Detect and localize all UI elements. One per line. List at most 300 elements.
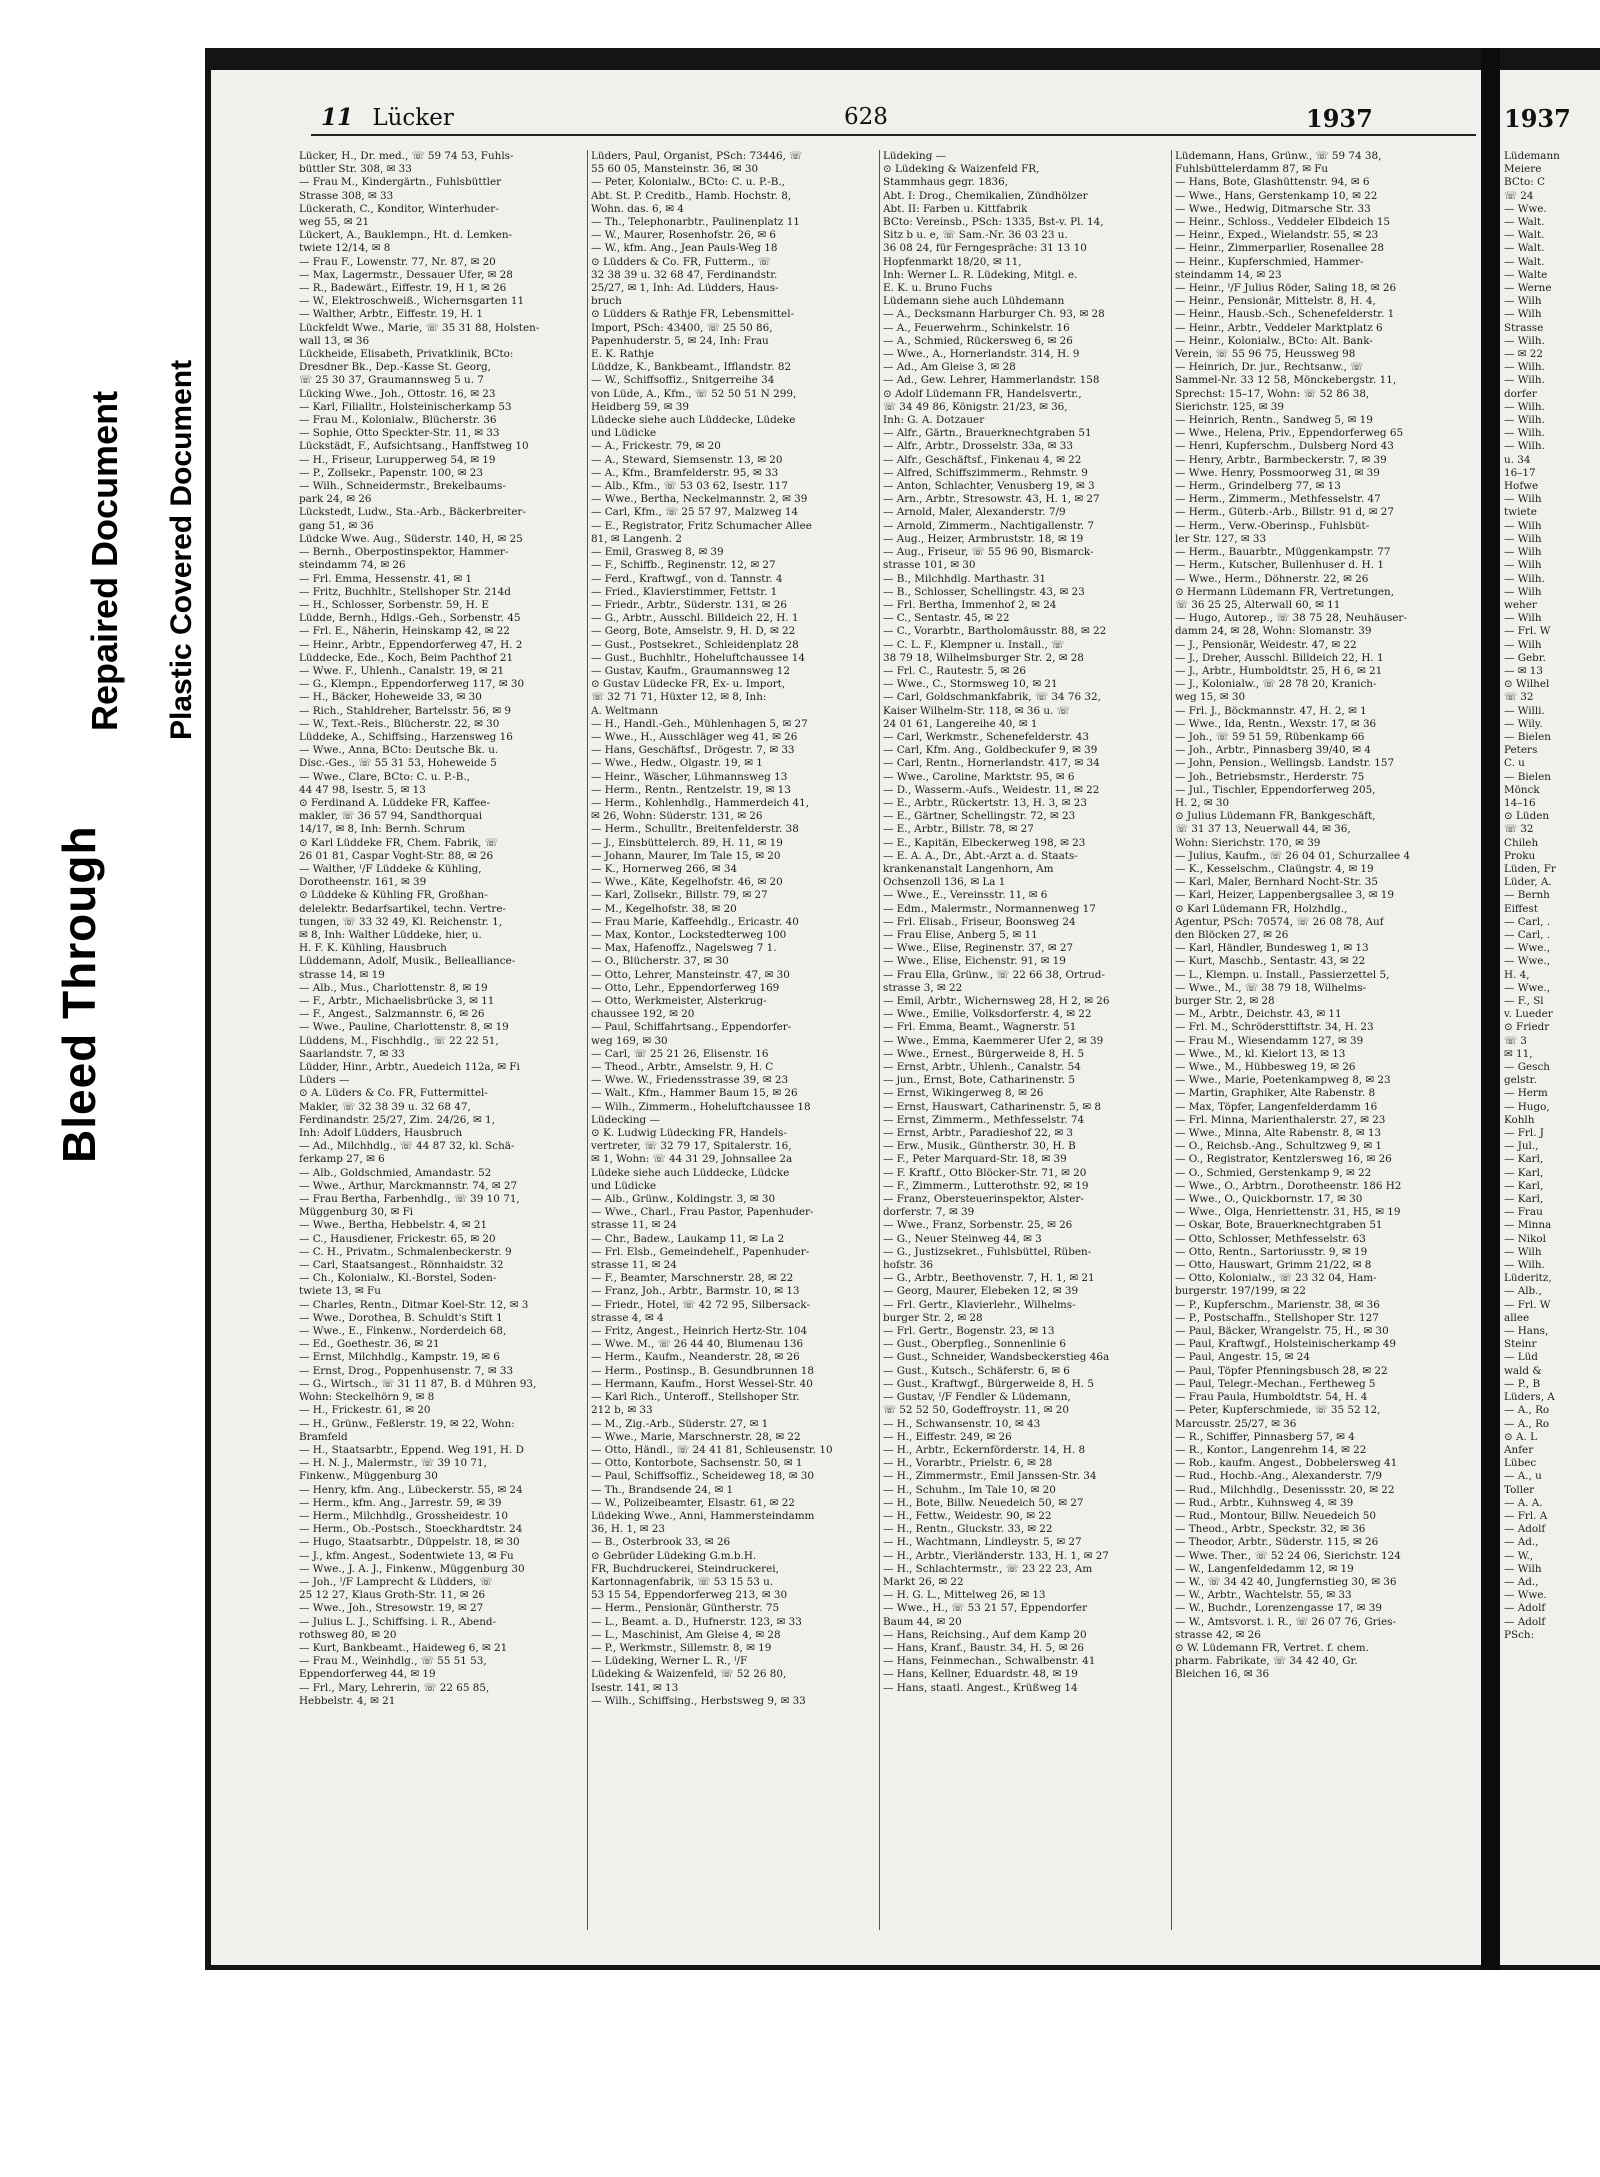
directory-entry-line: PSch: (1504, 1628, 1535, 1641)
directory-entry-line: — Gustav, ᴵ/F Fendler & Lüdemann, (883, 1391, 1071, 1404)
directory-entry-line: — R., Badewärt., Eiffestr. 19, H 1, ✉ 26 (299, 282, 507, 295)
directory-entry-line: — M., Kegelhofstr. 38, ✉ 20 (591, 902, 737, 915)
directory-entry-line: — E., Arbtr., Rückertstr. 13, H. 3, ✉ 23 (883, 796, 1088, 809)
directory-entry-line: — R., Schiffer, Pinnasberg 57, ✉ 4 (1175, 1430, 1355, 1443)
directory-entry-line: — Wwe., Caroline, Marktstr. 95, ✉ 6 (883, 770, 1075, 783)
directory-entry-line: — Karl, (1504, 1166, 1544, 1179)
directory-entry-line: 36 08 24, für Ferngespräche: 31 13 10 (883, 242, 1087, 255)
directory-entry-line: — Otto, Kolonialw., ☏ 23 32 04, Ham- (1175, 1272, 1377, 1285)
directory-entry-line: Lücker, H., Dr. med., ☏ 59 74 53, Fuhls- (299, 150, 514, 162)
directory-entry-line: Lüdeking — (883, 150, 947, 162)
directory-entry-line: Makler, ☏ 32 38 39 u. 32 68 47, (299, 1100, 471, 1113)
directory-entry-line: ☏ 36 25 25, Alterwall 60, ✉ 11 (1175, 598, 1341, 611)
directory-entry-line: strasse 101, ✉ 30 (883, 559, 976, 572)
directory-entry-line: — Alb., Goldschmied, Amandastr. 52 (299, 1166, 492, 1179)
directory-column-2 (591, 150, 874, 1930)
directory-entry-line: — Frau M., Wiesendamm 127, ✉ 39 (1175, 1034, 1364, 1047)
directory-entry-line: — H. G. L., Mittelweg 26, ✉ 13 (883, 1589, 1046, 1602)
directory-entry-line: — Wilh., Zimmerm., Hoheluftchaussee 18 (591, 1100, 811, 1113)
directory-entry-line: — W., (1504, 1549, 1534, 1562)
directory-column-1 (299, 150, 582, 1930)
directory-entry-line: — Hans, Geschäftsf., Drögestr. 7, ✉ 33 (591, 744, 795, 757)
directory-entry-line: — Frl. M., Schrödersttiftstr. 34, H. 23 (1175, 1021, 1374, 1034)
directory-entry-line: — Fritz, Angest., Heinrich Hertz-Str. 104 (591, 1325, 808, 1338)
directory-entry-line: Markt 26, ✉ 22 (883, 1575, 964, 1588)
directory-entry-line: — Hans, staatl. Angest., Krüßweg 14 (883, 1681, 1078, 1694)
directory-entry-line: H. 4, (1504, 968, 1530, 981)
directory-entry-line: — Frl. Emma, Beamt., Wagnerstr. 51 (883, 1021, 1077, 1034)
directory-entry-line: — Wilh., Schneidermstr., Brekelbaums- (299, 480, 506, 493)
directory-entry-line: 53 15 54, Eppendorferweg 213, ✉ 30 (591, 1589, 788, 1602)
directory-entry-line: 14/17, ✉ 8, Inh: Bernh. Schrum (299, 823, 465, 836)
directory-entry-line: — W., Langenfeldedamm 12, ✉ 19 (1175, 1562, 1354, 1575)
directory-entry-line: — Martin, Graphiker, Alte Rabenstr. 8 (1175, 1087, 1376, 1100)
directory-entry-line: Lücking Wwe., Joh., Ottostr. 16, ✉ 23 (299, 387, 496, 400)
directory-entry-line: ☏ 32 (1504, 691, 1534, 704)
directory-entry-line: büttler Str. 308, ✉ 33 (299, 163, 412, 176)
directory-entry-line: strasse 11, ✉ 24 (591, 1219, 677, 1232)
directory-entry-line: — Heinr., Exped., Wielandstr. 55, ✉ 23 (1175, 229, 1379, 242)
directory-entry-line: — Erw., Musik., Güntherstr. 30, H. B (883, 1140, 1076, 1153)
directory-entry-line: — Wwe., Ida, Rentn., Wexstr. 17, ✉ 36 (1175, 717, 1377, 730)
directory-entry-line: — Peter, Kolonialw., BCto: C. u. P.-B., (591, 176, 785, 189)
directory-entry-line: — Frl., Mary, Lehrerin, ☏ 22 65 85, (299, 1681, 490, 1694)
directory-entry-line: — Max, Kontor., Lockstedterweg 100 (591, 928, 787, 941)
directory-column-5 (1504, 150, 1600, 1930)
directory-entry-line: — John, Pension., Wellingsb. Landstr. 157 (1175, 757, 1395, 770)
directory-entry-line: Stammhaus gegr. 1836, (883, 176, 1009, 189)
page-year: 1937 (1306, 104, 1373, 133)
next-page-year: 1937 (1504, 104, 1571, 133)
directory-entry-line: — Frl. C., Rautestr. 5, ✉ 26 (883, 664, 1026, 677)
directory-entry-line: Import, PSch: 43400, ☏ 25 50 86, (591, 321, 773, 334)
directory-entry-line: — Wwe., H., Ausschläger weg 41, ✉ 26 (591, 730, 798, 743)
directory-entry-line: — H., Fettw., Weidestr. 90, ✉ 22 (883, 1509, 1052, 1522)
directory-entry-line: ✉ 26, Wohn: Süderstr. 131, ✉ 26 (591, 810, 763, 823)
directory-entry-line: — Paul, Angestr. 15, ✉ 24 (1175, 1351, 1311, 1364)
directory-entry-line: — Wily. (1504, 717, 1543, 730)
directory-entry-line: — Heinr., Zimmerparlier, Rosenallee 28 (1175, 242, 1384, 255)
directory-entry-line: Chileh (1504, 836, 1539, 849)
directory-entry-line: — Jul., (1504, 1140, 1539, 1153)
directory-entry-line: — Hugo, (1504, 1100, 1550, 1113)
directory-entry-line: — Wwe., E., Finkenw., Norderdeich 68, (299, 1325, 507, 1338)
directory-entry-line: — Karl, Maler, Bernhard Nocht-Str. 35 (1175, 876, 1379, 889)
directory-entry-line: — G., Neuer Steinweg 44, ✉ 3 (883, 1232, 1042, 1245)
directory-entry-line: — Frl. E., Näherin, Heinskamp 42, ✉ 22 (299, 625, 510, 638)
directory-entry-line: — P., Kupferschm., Marienstr. 38, ✉ 36 (1175, 1298, 1380, 1311)
directory-entry-line: — Julius L. J., Schiffsing. i. R., Abend- (299, 1615, 497, 1628)
directory-entry-line: — Ernst, Wikingerweg 8, ✉ 26 (883, 1087, 1044, 1100)
directory-entry-line: — G., Justizsekret., Fuhlsbüttel, Rüben- (883, 1245, 1092, 1258)
directory-entry-line: — Paul, Bäcker, Wrangelstr. 75, H., ✉ 30 (1175, 1325, 1389, 1338)
directory-entry-line: ⊙ A. L (1504, 1430, 1538, 1443)
directory-entry-line: — P., Werkmstr., Sillemstr. 8, ✉ 19 (591, 1641, 772, 1654)
directory-entry-line: — Henry, kfm. Ang., Lübeckerstr. 55, ✉ 24 (299, 1483, 523, 1496)
directory-entry-line: — Alb., Kfm., ☏ 53 03 62, Isestr. 117 (591, 480, 788, 493)
directory-entry-line: delelektr. Bedarfsartikel, techn. Vertre- (299, 902, 507, 915)
directory-entry-line: — Walt., Kfm., Hammer Baum 15, ✉ 26 (591, 1087, 798, 1100)
directory-entry-line: Verein, ☏ 55 96 75, Heussweg 98 (1175, 348, 1356, 361)
directory-entry-line: — H., Bote, Billw. Neuedeich 50, ✉ 27 (883, 1496, 1084, 1509)
directory-entry-line: — Wwe., Hans, Gerstenkamp 10, ✉ 22 (1175, 189, 1378, 202)
directory-entry-line: u. 34 (1504, 453, 1531, 466)
directory-entry-line: — Alfr., Arbtr., Drosselstr. 33a, ✉ 33 (883, 440, 1074, 453)
directory-entry-line: — ✉ 13 (1504, 664, 1543, 677)
directory-entry-line: — Frau Ella, Grünw., ☏ 22 66 38, Ortrud- (883, 968, 1105, 981)
directory-entry-line: — Herm., Verw.-Oberinsp., Fuhlsbüt- (1175, 519, 1370, 532)
directory-entry-line: H. F. K. Kühling, Hausbruch (299, 942, 447, 955)
directory-entry-line: — Aug., Friseur, ☏ 55 96 90, Bismarck- (883, 546, 1094, 559)
directory-entry-line: — Wilh (1504, 585, 1542, 598)
directory-entry-line: — Herm (1504, 1087, 1548, 1100)
directory-entry-line: — Wilh., Schiffsing., Herbstsweg 9, ✉ 33 (591, 1694, 806, 1707)
directory-entry-line: — Rob., kaufm. Angest., Dobbelersweg 41 (1175, 1457, 1398, 1470)
page-gutter (1481, 48, 1500, 1970)
directory-entry-line: — Willi. (1504, 704, 1545, 717)
directory-entry-line: — J., Arbtr., Humboldtstr. 25, H 6, ✉ 21 (1175, 664, 1383, 677)
directory-entry-line: Lüddens, M., Fischhdlg., ☏ 22 22 51, (299, 1034, 499, 1047)
directory-entry-line: — Wwe., Anna, BCto: Deutsche Bk. u. (299, 744, 499, 757)
directory-entry-line: — Hermann, Kaufm., Horst Wessel-Str. 40 (591, 1377, 813, 1390)
directory-entry-line: — Herm., Schulltr., Breitenfelderstr. 38 (591, 823, 799, 836)
directory-entry-line: — A., Frickestr. 79, ✉ 20 (591, 440, 721, 453)
directory-entry-line: Lüddecke, Ede., Koch, Beim Pachthof 21 (299, 651, 514, 664)
directory-entry-line: twiete 13, ✉ Fu (299, 1285, 381, 1298)
directory-entry-line: Abt. St. P. Creditb., Hamb. Hochstr. 8, (591, 189, 792, 202)
directory-entry-line: — A., Feuerwehrm., Schinkelstr. 16 (883, 321, 1070, 334)
directory-entry-line: — Carl, Werkmstr., Schenefelderstr. 43 (883, 730, 1089, 743)
directory-entry-line: — Heinrich, Rentn., Sandweg 5, ✉ 19 (1175, 414, 1373, 427)
directory-entry-line: — Theod., Arbtr., Speckstr. 32, ✉ 36 (1175, 1523, 1366, 1536)
directory-entry-line: — Wilh (1504, 532, 1542, 545)
directory-entry-line: Lüdemann (1504, 150, 1560, 162)
directory-entry-line: — Karl, Zollsekr., Billstr. 79, ✉ 27 (591, 889, 768, 902)
directory-entry-line: — C., Sentastr. 45, ✉ 22 (883, 612, 1010, 625)
directory-entry-line: Lückfeldt Wwe., Marie, ☏ 35 31 88, Holsten- (299, 321, 540, 334)
directory-entry-line: — Joh., Betriebsmstr., Herderstr. 75 (1175, 770, 1365, 783)
directory-entry-line: Sprechst: 15–17, Wohn: ☏ 52 86 38, (1175, 387, 1370, 400)
directory-entry-line: — Gebr. (1504, 651, 1546, 664)
directory-entry-line: — Oskar, Bote, Brauerknechtgraben 51 (1175, 1219, 1383, 1232)
directory-entry-line: — Ad., Gew. Lehrer, Hammerlandstr. 158 (883, 374, 1100, 387)
directory-entry-line: — Wwe., Käte, Kegelhofstr. 46, ✉ 20 (591, 876, 783, 889)
directory-entry-line: — Karl, (1504, 1193, 1544, 1206)
directory-entry-line: — Ernst, Arbtr., Paradieshof 22, ✉ 3 (883, 1127, 1073, 1140)
directory-entry-line: Abt. II: Farben u. Kittfabrik (883, 202, 1028, 215)
directory-entry-line: 25/27, ✉ 1, Inh: Ad. Lüdders, Haus- (591, 282, 779, 295)
directory-entry-line: — O., Reichsb.-Ang., Schultzweg 9, ✉ 1 (1175, 1140, 1383, 1153)
directory-entry-line: — Frl. A (1504, 1509, 1548, 1522)
directory-entry-line: strasse 14, ✉ 19 (299, 968, 385, 981)
directory-entry-line: — Paul, Töpfer Pfenningsbusch 28, ✉ 22 (1175, 1364, 1388, 1377)
directory-entry-line: steindamm 14, ✉ 23 (1175, 268, 1282, 281)
directory-entry-line: Bramfeld (299, 1430, 348, 1443)
directory-entry-line: Agentur, PSch: 70574, ☏ 26 08 78, Auf (1175, 915, 1384, 928)
directory-entry-line: Lüdeking Wwe., Anni, Hammersteindamm (591, 1509, 815, 1522)
directory-entry-line: — G., Arbtr., Beethovenstr. 7, H. 1, ✉ 21 (883, 1272, 1095, 1285)
directory-entry-line: Lüder, A. (1504, 876, 1552, 889)
directory-entry-line: — Frau Marie, Kaffeehdlg., Ericastr. 40 (591, 915, 799, 928)
directory-entry-line: — Adolf (1504, 1602, 1546, 1615)
directory-entry-line: — Karl Rich., Unteroff., Stellshoper Str. (591, 1391, 800, 1404)
directory-entry-line: Peters (1504, 744, 1538, 757)
directory-entry-line: — Wwe. (1504, 1589, 1547, 1602)
directory-entry-line: ⊙ Julius Lüdemann FR, Bankgeschäft, (1175, 810, 1376, 823)
directory-entry-line: — E., Registrator, Fritz Schumacher Allee (591, 519, 812, 532)
directory-entry-line: — Wilh (1504, 612, 1542, 625)
directory-entry-line: — Ad., (1504, 1575, 1539, 1588)
directory-entry-line: — Max, Hafenoffz., Nagelsweg 7 1. (591, 942, 777, 955)
directory-entry-line: — Carl, . (1504, 928, 1551, 941)
directory-entry-line: — Frl. Minna, Marienthalerstr. 27, ✉ 23 (1175, 1113, 1386, 1126)
directory-entry-line: — Wwe., Franz, Sorbenstr. 25, ✉ 26 (883, 1219, 1073, 1232)
directory-entry-line: Inh: Adolf Lüdders, Hausbruch (299, 1127, 463, 1140)
directory-entry-line: ⊙ K. Ludwig Lüdecking FR, Handels- (591, 1127, 787, 1140)
directory-entry-line: — J., Dreher, Ausschl. Billdeich 22, H. 1 (1175, 651, 1384, 664)
header-column-number: 11 (321, 104, 354, 131)
directory-entry-line: — R., Kontor., Langenrehm 14, ✉ 22 (1175, 1443, 1367, 1456)
directory-entry-line: Sammel-Nr. 33 12 58, Mönckebergstr. 11, (1175, 374, 1397, 387)
directory-entry-line: — Ernst, Milchhdlg., Kampstr. 19, ✉ 6 (299, 1351, 500, 1364)
directory-entry-line: Dresdner Bk., Dep.-Kasse St. Georg, (299, 361, 491, 374)
page-header-left (321, 104, 454, 131)
directory-entry-line: — F., Arbtr., Michaelisbrücke 3, ✉ 11 (299, 995, 495, 1007)
directory-entry-line: — Wilh (1504, 638, 1542, 651)
directory-entry-line: — Ernst, Arbtr., Uhlenh., Canalstr. 54 (883, 1061, 1081, 1074)
directory-entry-line: — Anton, Schlachter, Venusberg 19, ✉ 3 (883, 480, 1095, 493)
directory-entry-line: Finkenw., Müggenburg 30 (299, 1470, 438, 1483)
directory-entry-line: Baum 44, ✉ 20 (883, 1615, 962, 1628)
directory-entry-line: — Wilh (1504, 1562, 1542, 1575)
directory-entry-line: 212 b, ✉ 33 (591, 1404, 653, 1417)
directory-entry-line: — Emil, Arbtr., Wichernsweg 28, H 2, ✉ 26 (883, 995, 1110, 1007)
directory-entry-line: — B., Osterbrook 33, ✉ 26 (591, 1536, 731, 1549)
directory-entry-line: — Wwe., Bertha, Neckelmannstr. 2, ✉ 39 (591, 493, 808, 506)
directory-entry-line: — Otto, Hauswart, Grimm 21/22, ✉ 8 (1175, 1259, 1372, 1272)
directory-entry-line: ⊙ Lüddeke & Kühling FR, Großhan- (299, 889, 488, 902)
directory-entry-line: — Hans, Kranf., Baustr. 34, H. 5, ✉ 26 (883, 1641, 1084, 1654)
directory-entry-line: 14–16 (1504, 796, 1536, 809)
directory-entry-line: von Lüde, A., Kfm., ☏ 52 50 51 N 299, (591, 387, 797, 400)
directory-entry-line: — Werne (1504, 282, 1552, 295)
directory-entry-line: Lüderitz, (1504, 1272, 1552, 1285)
directory-entry-line: — L., Beamt. a. D., Hufnerstr. 123, ✉ 33 (591, 1615, 802, 1628)
directory-entry-line: — Ad., Am Gleise 3, ✉ 28 (883, 361, 1016, 374)
directory-entry-line: — F., Angest., Salzmannstr. 6, ✉ 26 (299, 1008, 485, 1021)
directory-entry-line: Isestr. 141, ✉ 13 (591, 1681, 679, 1694)
directory-entry-line: — Carl, Staatsangest., Rönnhaidstr. 32 (299, 1259, 504, 1272)
directory-entry-line: — Paul, Schiffsoffiz., Scheideweg 18, ✉ 30 (591, 1470, 815, 1483)
directory-entry-line: — Wwe. Ther., ☏ 52 24 06, Sierichstr. 124 (1175, 1549, 1401, 1562)
directory-entry-line: — Otto, Rentn., Sartoriusstr. 9, ✉ 19 (1175, 1245, 1368, 1258)
directory-entry-line: — Gesch (1504, 1061, 1550, 1074)
directory-entry-line: — H., Eiffestr. 249, ✉ 26 (883, 1430, 1012, 1443)
directory-entry-line: — Henry, Arbtr., Barmbeckerstr. 7, ✉ 39 (1175, 453, 1387, 466)
directory-entry-line: — Wwe., Emma, Kaemmerer Ufer 2, ✉ 39 (883, 1034, 1104, 1047)
directory-entry-line: — Kurt, Bankbeamt., Haideweg 6, ✉ 21 (299, 1641, 508, 1654)
directory-entry-line: — H., Wachtmann, Lindleystr. 5, ✉ 27 (883, 1536, 1082, 1549)
directory-entry-line: ler Str. 127, ✉ 33 (1175, 532, 1267, 545)
directory-entry-line: — Otto, Schlosser, Methfesselstr. 63 (1175, 1232, 1366, 1245)
directory-entry-line: — E. A. A., Dr., Abt.-Arzt a. d. Staats- (883, 849, 1078, 862)
directory-entry-line: — Lüd (1504, 1351, 1538, 1364)
directory-entry-line: ⊙ Ferdinand A. Lüddeke FR, Kaffee- (299, 796, 490, 809)
directory-entry-line: — Paul, Schiffahrtsang., Eppendorfer- (591, 1021, 792, 1034)
directory-entry-line: — A., Kfm., Bramfelderstr. 95, ✉ 33 (591, 466, 779, 479)
directory-entry-line: — Max, Lagermstr., Dessauer Ufer, ✉ 28 (299, 268, 513, 281)
directory-entry-line: pharm. Fabrikate, ☏ 34 42 40, Gr. (1175, 1655, 1358, 1668)
directory-entry-line: — Wwe., O., Quickbornstr. 17, ✉ 30 (1175, 1193, 1363, 1206)
directory-entry-line: weg 15, ✉ 30 (1175, 691, 1246, 704)
directory-entry-line: Lückstedt, Ludw., Sta.-Arb., Bäckerbreiter- (299, 506, 526, 519)
directory-entry-line: — Paul, Kraftwgf., Holsteinischerkamp 49 (1175, 1338, 1397, 1351)
directory-entry-line: weg 169, ✉ 30 (591, 1034, 668, 1047)
directory-entry-line: Mönck (1504, 783, 1540, 796)
directory-entry-line: — Wwe., M., ☏ 38 79 18, Wilhelms- (1175, 981, 1367, 994)
directory-entry-line: — A., Steward, Siemsenstr. 13, ✉ 20 (591, 453, 783, 466)
directory-entry-line: Anfer (1504, 1443, 1534, 1456)
directory-entry-line: — Wilh. (1504, 572, 1545, 585)
directory-entry-line: dorferstr. 7, ✉ 39 (883, 1206, 975, 1219)
directory-entry-line: Lübec (1504, 1457, 1537, 1470)
page-number: 628 (844, 104, 888, 130)
directory-entry-line: 44 47 98, Isestr. 5, ✉ 13 (299, 783, 426, 796)
directory-entry-line: Inh: Werner L. R. Lüdeking, Mitgl. e. (883, 268, 1078, 281)
directory-entry-line: Lüdde, Bernh., Hdlgs.-Geh., Sorbenstr. 45 (299, 612, 521, 625)
directory-entry-line: Wohn. das. 6, ✉ 4 (591, 202, 684, 215)
directory-entry-line: — Friedr., Hotel, ☏ 42 72 95, Silbersack- (591, 1298, 810, 1311)
directory-entry-line: — Heinr., ᴵ/F Julius Röder, Saling 18, ✉ 26 (1175, 282, 1397, 295)
directory-entry-line: — Th., Brandsende 24, ✉ 1 (591, 1483, 734, 1496)
directory-entry-line: — Herm., Kaufm., Neanderstr. 28, ✉ 26 (591, 1351, 800, 1364)
directory-entry-line: — Gust., Schneider, Wandsbeckerstieg 46a (883, 1351, 1110, 1364)
directory-entry-line: — Georg, Bote, Amselstr. 9, H. D, ✉ 22 (591, 625, 796, 638)
directory-entry-line: — Paul, Telegr.-Mechan., Fertheweg 5 (1175, 1377, 1376, 1390)
directory-entry-line: — Frau M., Kindergärtn., Fuhlsbüttler (299, 176, 502, 189)
directory-entry-line: — Wwe., Elise, Reginenstr. 37, ✉ 27 (883, 942, 1074, 955)
directory-entry-line: — Heinr., Arbtr., Eppendorferweg 47, H. 2 (299, 638, 523, 651)
directory-entry-line: Sitz b u. e, ☏ Sam.-Nr. 36 03 23 u. (883, 229, 1068, 242)
directory-entry-line: — Frau Paula, Humboldtstr. 54, H. 4 (1175, 1391, 1368, 1404)
directory-entry-line: — Wwe., Arthur, Marckmannstr. 74, ✉ 27 (299, 1179, 518, 1192)
directory-entry-line: — D., Wasserm.-Aufs., Weidestr. 11, ✉ 22 (883, 783, 1100, 796)
directory-entry-line: — O., Blücherstr. 37, ✉ 30 (591, 955, 729, 968)
directory-entry-line: — Wwe., M., kl. Kielort 13, ✉ 13 (1175, 1047, 1346, 1060)
column-divider (587, 150, 588, 1930)
directory-entry-line: — Rud., Hochb.-Ang., Alexanderstr. 7/9 (1175, 1470, 1382, 1483)
directory-entry-line: — Gust., Kraftwgf., Bürgerweide 8, H. 5 (883, 1377, 1095, 1390)
directory-entry-line: — Frau M., Kolonialw., Blücherstr. 36 (299, 414, 497, 427)
directory-entry-line: Kohlh (1504, 1113, 1535, 1126)
directory-entry-line: — A., u (1504, 1470, 1542, 1483)
directory-entry-line: — Walt. (1504, 242, 1545, 255)
directory-entry-line: ✉ 11, (1504, 1047, 1533, 1060)
directory-entry-line: — Herm., Grindelberg 77, ✉ 13 (1175, 480, 1341, 493)
directory-entry-line: — Chr., Badew., Laukamp 11, ✉ La 2 (591, 1232, 785, 1245)
directory-entry-line: — Herm., Kohlenhdlg., Hammerdeich 41, (591, 796, 809, 809)
directory-entry-line: — E., Arbtr., Billstr. 78, ✉ 27 (883, 823, 1034, 836)
directory-entry-line: — Herm., Ob.-Postsch., Stoeckhardtstr. 24 (299, 1523, 523, 1536)
directory-entry-line: ☏ 3 (1504, 1034, 1527, 1047)
header-keyword: Lücker (372, 105, 454, 131)
directory-entry-line: und Lüdicke (591, 1179, 657, 1192)
directory-entry-line: ⊙ W. Lüdemann FR, Vertret. f. chem. (1175, 1641, 1369, 1654)
directory-entry-line: vertreter, ☏ 32 79 17, Spitalerstr. 16, (591, 1140, 792, 1153)
directory-entry-line: Saarlandstr. 7, ✉ 33 (299, 1047, 405, 1060)
directory-entry-line: bruch (591, 295, 622, 308)
directory-entry-line: ⊙ Friedr (1504, 1021, 1550, 1034)
directory-entry-line: — Bielen (1504, 770, 1551, 783)
directory-entry-line: — Wilh (1504, 493, 1542, 506)
directory-entry-line: — Herm., Milchhdlg., Grossheidestr. 10 (299, 1509, 508, 1522)
directory-entry-line: — Frl. Gertr., Klavierlehr., Wilhelms- (883, 1298, 1076, 1311)
directory-entry-line: — Wilh. (1504, 400, 1545, 413)
directory-entry-line: — Hans, Kellner, Eduardstr. 48, ✉ 19 (883, 1668, 1078, 1681)
directory-page (211, 70, 1481, 1965)
directory-entry-line: — Wwe., Dorothea, B. Schuldt's Stift 1 (299, 1311, 503, 1324)
header-rule (311, 134, 1476, 136)
directory-entry-line: — Hans, Reichsing., Auf dem Kamp 20 (883, 1628, 1087, 1641)
directory-entry-line: — M., Zig.-Arb., Süderstr. 27, ✉ 1 (591, 1417, 769, 1430)
directory-entry-line: — Herm., Kutscher, Bullenhuser d. H. 1 (1175, 559, 1384, 572)
directory-entry-line: — Heinr., Hausb.-Sch., Schenefelderstr. 1 (1175, 308, 1395, 321)
directory-entry-line: krankenanstalt Langenhorn, Am (883, 862, 1054, 875)
directory-entry-line: — E., Kapitän, Elbeckerweg 198, ✉ 23 (883, 836, 1086, 849)
directory-entry-line: steindamm 74, ✉ 26 (299, 559, 406, 572)
directory-entry-line: Steinr (1504, 1338, 1537, 1351)
directory-entry-line: — W., Elektroschweiß., Wichernsgarten 11 (299, 295, 525, 308)
directory-entry-line: — ✉ 22 (1504, 348, 1543, 361)
bleed-through-label: Bleed Through (53, 825, 105, 1163)
directory-entry-line: — Heinr., Wäscher, Lühmannsweg 13 (591, 770, 788, 783)
directory-entry-line: — Ad., (1504, 1536, 1539, 1549)
directory-entry-line: — Rud., Montour, Billw. Neuedeich 50 (1175, 1509, 1377, 1522)
directory-entry-line: — Wwe., Helena, Priv., Eppendorferweg 65 (1175, 427, 1404, 440)
directory-entry-line: — Alb., Mus., Charlottenstr. 8, ✉ 19 (299, 981, 488, 994)
directory-entry-line: Lüddeke, A., Schiffsing., Harzensweg 16 (299, 730, 513, 743)
directory-entry-line: — Carl, . (1504, 915, 1551, 928)
directory-entry-line: burger Str. 2, ✉ 28 (1175, 995, 1275, 1007)
directory-entry-line: ⊙ Gustav Lüdecke FR, Ex- u. Import, (591, 678, 786, 691)
directory-entry-line: — Heinrich, Dr. jur., Rechtsanw., ☏ (1175, 361, 1364, 374)
directory-entry-line: Kaiser Wilhelm-Str. 118, ✉ 36 u. ☏ (883, 704, 1070, 717)
directory-entry-line: chaussee 192, ✉ 20 (591, 1008, 695, 1021)
directory-entry-line: — Arnold, Zimmerm., Nachtigallenstr. 7 (883, 519, 1094, 532)
directory-entry-line: — H., Staatsarbtr., Eppend. Weg 191, H. D (299, 1443, 524, 1456)
directory-entry-line: — Walther, ᴵ/F Lüddeke & Kühling, (299, 862, 482, 875)
directory-entry-line: ☏ 32 71 71, Hüxter 12, ✉ 8, Inh: (591, 691, 767, 704)
directory-entry-line: — H., Handl.-Geh., Mühlenhagen 5, ✉ 27 (591, 717, 808, 730)
directory-entry-line: Lüdder, Hinr., Arbtr., Auedeich 112a, ✉ Fi (299, 1061, 520, 1074)
directory-entry-line: — Ernst, Zimmerm., Methfesselstr. 74 (883, 1113, 1085, 1126)
directory-entry-line: Ferdinandstr. 25/27, Zim. 24/26, ✉ 1, (299, 1113, 495, 1126)
directory-entry-line: — F. Kraftf., Otto Blöcker-Str. 71, ✉ 20 (883, 1166, 1087, 1179)
directory-entry-line: — Otto, Lehrer, Mansteinstr. 47, ✉ 30 (591, 968, 790, 981)
directory-entry-line: — Wilh (1504, 295, 1542, 308)
directory-entry-line: — Otto, Lehr., Eppendorferweg 169 (591, 981, 780, 994)
directory-entry-line: — Wwe., Elise, Eichenstr. 91, ✉ 19 (883, 955, 1066, 968)
directory-entry-line: Hofwe (1504, 480, 1539, 493)
directory-entry-line: — Walther, Arbtr., Eiffestr. 19, H. 1 (299, 308, 483, 321)
directory-entry-line: — Wwe. W., Friedensstrasse 39, ✉ 23 (591, 1074, 789, 1087)
directory-entry-line: — Franz, Joh., Arbtr., Barmstr. 10, ✉ 13 (591, 1285, 800, 1298)
directory-entry-line: — C., Vorarbtr., Bartholomäusstr. 88, ✉ 22 (883, 625, 1107, 638)
directory-entry-line: — Hans, Feinmechan., Schwalbenstr. 41 (883, 1655, 1096, 1668)
directory-column-4 (1175, 150, 1458, 1930)
directory-entry-line: ☏ 34 49 86, Königstr. 21/23, ✉ 36, (883, 400, 1068, 413)
directory-entry-line: — Edm., Malermstr., Normannenweg 17 (883, 902, 1096, 915)
